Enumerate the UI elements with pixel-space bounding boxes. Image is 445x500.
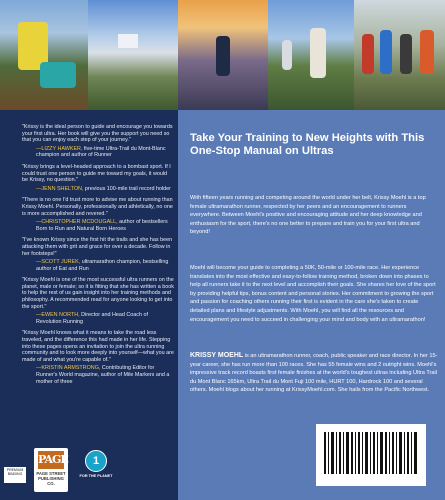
runner-figure [40, 62, 76, 88]
photo-strip [0, 0, 445, 110]
photo-runners-trail [268, 0, 354, 110]
barcode-bar [331, 432, 334, 474]
barcode-bar [407, 432, 409, 474]
praise-quotes [22, 124, 174, 390]
quote-author-detail: five-time Ultra-Trail du Mont-Blanc champion and author of Runner [36, 145, 166, 159]
quote-author: —JENN SHELTON, [36, 185, 84, 192]
one-percent-planet-logo [78, 450, 114, 488]
author-bio [190, 352, 438, 395]
quote-text: "Krissy is the ideal person to guide and encourage you towards your first ultra. Her book will give you the support you need so that you can enjoy each step of your journey." [22, 124, 173, 144]
snow-peak [118, 34, 138, 48]
barcode-bar [328, 432, 329, 474]
runner-figure [362, 34, 374, 74]
quote-author: —SCOTT JUREK, [36, 259, 81, 266]
praise-quote [22, 197, 174, 232]
planet-circle-icon: 1 [85, 450, 107, 472]
quote-attribution [22, 365, 174, 385]
barcode-bar [373, 432, 375, 474]
quote-text: "Krissy brings a level-headed approach to a bombast sport. If I could trust one person to guide me toward my goals, it would be Krissy, no question." [22, 163, 171, 184]
quote-author: —LIZZY HAWKER, [36, 145, 83, 152]
barcode-bar [370, 432, 371, 474]
barcode-bar [351, 432, 353, 474]
barcode-bar [365, 432, 368, 474]
runner-figure [282, 40, 292, 70]
publisher-logos [4, 440, 144, 494]
barcode-bar [358, 432, 360, 474]
barcode-bar [377, 432, 378, 474]
description-paragraph: Moehl will become your guide to completing a 50K, 50-mile or 100-mile race. Her experience translates into the most effective and easy-to-follow training method, broken down into phases to help all runners take it to the next level and accomplish their goals. She shares her love of the sport by providing helpful tips, bonus content and personal stories. Her commitment to growing the sport and passion for coaching others running their first is evident in the care she's taken to create detailed plans and lifestyle adjustments. With Moehl, you will find all the resources and encouragement you need to succeed in challenging your mind and body with an ultramarathon! [190, 265, 436, 323]
praise-quote [22, 330, 174, 385]
quote-attribution [22, 146, 174, 159]
quote-author-detail: Director and Head Coach of Revolution Running [36, 312, 148, 325]
barcode-bar [355, 432, 356, 474]
premium-binding-badge: PREMIUM BINDING [4, 467, 26, 483]
praise-quote [22, 124, 174, 159]
quote-author: —EWEN NORTH, [36, 312, 80, 319]
barcode-bar [399, 432, 402, 474]
quote-text: "Krissy Moehl is one of the most successful ultra runners on the planet, male or female; so it is fitting that she has written a book to help the rest of us gain insight into her training methods and philosophy. A recommended read for anyone looking to get into the sport." [22, 277, 174, 310]
barcode-bar [336, 432, 337, 474]
barcode-box [316, 424, 426, 486]
barcode-bar [343, 432, 344, 474]
barcode-bar [389, 432, 390, 474]
runner-figure [380, 30, 392, 74]
barcode-bar [414, 432, 417, 474]
runner-figure [400, 34, 412, 74]
praise-quote [22, 277, 174, 325]
page-street-mark-icon: PAGE [38, 451, 64, 469]
quote-attribution [22, 312, 174, 325]
praise-quote [22, 237, 174, 272]
quote-author-detail: Contributing Editor for Runner's World magazine, author of Mile Markers and a mother of three [36, 365, 170, 385]
quote-attribution [22, 259, 174, 272]
planet-logo-text: FOR THE PLANET [79, 474, 113, 478]
photo-mountain-peaks [88, 0, 178, 110]
barcode-bar [362, 432, 363, 474]
quote-text: "I've known Krissy since the first hit the trails and she has been attacking them with grit and grace for over a decade. Follow in her footsteps!" [22, 237, 173, 257]
description-paragraph: With fifteen years running and competing around the world under her belt, Krissy Moehl is a top female ultramarathon runner, respected by her peers and an encouragement to runners everywhere. Between Moehl's positive and encouraging attitude and her deep knowledge and enthusiasm for the sport, there's no one better to prepare and train you for your first ultra and beyond! [190, 195, 426, 236]
photo-runner-trail [0, 0, 88, 110]
runner-figure [310, 28, 326, 78]
quote-attribution [22, 186, 174, 193]
quote-author-detail: author of bestsellers Born to Run and Natural Born Heroes [36, 219, 168, 232]
barcode-bar [346, 432, 349, 474]
praise-quote [22, 164, 174, 192]
quote-author: —KRISTIN ARMSTRONG, [36, 365, 101, 372]
photo-runner-sunset [178, 0, 268, 110]
quote-author-detail: previous 100-mile trail record holder [83, 185, 171, 192]
photo-race-group [354, 0, 445, 110]
page-street-logo [34, 448, 68, 492]
barcode-bar [392, 432, 394, 474]
runner-figure [420, 30, 434, 74]
barcode-bar [404, 432, 405, 474]
author-name: KRISSY MOEHL [190, 352, 244, 359]
barcode-bar [411, 432, 412, 474]
barcode-bar [396, 432, 397, 474]
cover-headline: Take Your Training to New Heights with This One-Stop Manual on Ultras [190, 132, 425, 158]
quote-text: "Krissy Moehl knows what it means to take the road less traveled, and the difference this had made in her life. Stepping into these pages opens an invitation to join the ultra running community and to look more deeply into yourself—what you are made of and what you're capable of." [22, 330, 174, 363]
runner-figure [216, 36, 230, 76]
quote-author: —CHRISTOPHER MCDOUGALL, [36, 219, 118, 226]
barcode-bar [385, 432, 387, 474]
quote-author-detail: ultramarathon champion, bestselling author of Eat and Run [36, 259, 169, 272]
barcode-bar [339, 432, 341, 474]
barcode-icon [324, 432, 418, 474]
publisher-name: PAGE STREET PUBLISHING CO. [36, 471, 66, 486]
quote-attribution [22, 219, 174, 232]
author-bio-text: is an ultramarathon runner, coach, public speaker and race director. In her 15-year career, she has run more than 100 races. She has 55 female wins and 2 outright wins. Moehl's impressive track record boasts first female finishes at the world's toughest ultras including Ultra Trail du Mont Blanc 165km, Ultra Trail du Mont Fuji 100 mile, HURT 100, Hardrock 100 and several others. Moehl blogs about her running at KrissyMoehl.com. She hails from the Pacific Northwest. [190, 353, 438, 394]
quote-text: "There is no one I'd trust more to advise me about running than Krissy Moehl. Personally, professionally and athletically, no one is more accomplished and revered." [22, 197, 173, 217]
barcode-bar [380, 432, 383, 474]
barcode-bar [324, 432, 326, 474]
